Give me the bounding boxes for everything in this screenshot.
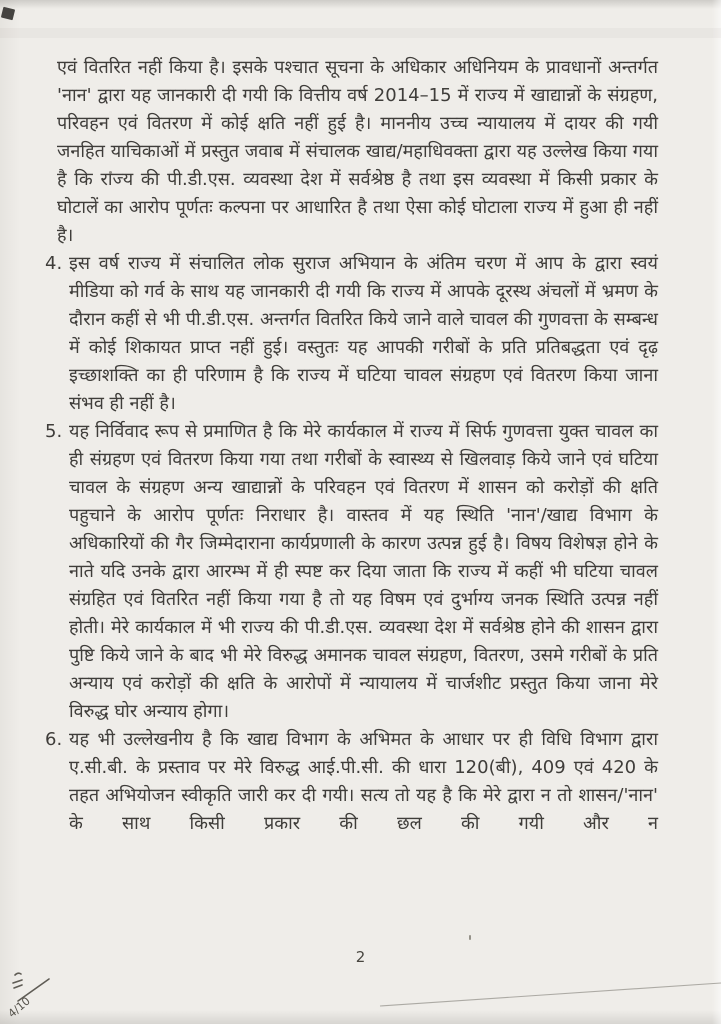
item-number-6: 6.: [45, 729, 63, 750]
scan-line-bottom: [380, 983, 721, 1006]
document-body: [45, 54, 658, 838]
handwritten-slash-stroke: [18, 979, 49, 1001]
item-text-4: इस वर्ष राज्य में संचालित लोक सुराज अभियान के अंतिम चरण में आप के द्वारा स्वयं मीडिया को गर्व के साथ यह जानकारी दी गयी कि राज्य में आपके दूरस्थ अंचलों में भ्रमण के दौरान कहीं से भी पी.डी.एस. अन्तर्गत वितरित किये जाने वाले चावल की गुणवत्ता के सम्बन्ध में कोई शिकायत प्राप्त नहीं हुई। वस्तुतः यह आपकी गरीबों के प्रति प्रतिबद्धता एवं दृढ़ इच्छाशक्ति का ही परिणाम है कि राज्य में घटिया चावल संग्रहण एवं वितरण किया जाना संभव ही नहीं है।: [69, 253, 658, 414]
scan-streak: [0, 28, 721, 38]
list-item-5: [45, 418, 658, 726]
item-text-6: यह भी उल्लेखनीय है कि खाद्य विभाग के अभिमत के आधार पर ही विधि विभाग द्वारा ए.सी.बी. के प्रस्ताव पर मेरे विरुद्ध आई.पी.सी. की धारा 120(बी), 409 एवं 420 के तहत अभियोजन स्वीकृति जारी कर दी गयी। सत्य तो यह है कि मेरे द्वारा न तो शासन/'नान' के साथ किसी प्रकार की छल की गयी और न: [69, 729, 658, 834]
item-text-5: यह निर्विवाद रूप से प्रमाणित है कि मेरे कार्यकाल में राज्य में सिर्फ गुणवत्ता युक्त चावल का ही संग्रहण एवं वितरण किया गया तथा गरीबों के स्वास्थ्य से खिलवाड़ किये जाने एवं घटिया चावल के संग्रहण अन्य खाद्यान्नों के परिवहन एवं वितरण में शासन को करोड़ों की क्षति पहुचाने के आरोप पूर्णतः निराधार है। वास्तव में यह स्थिति 'नान'/खाद्य विभाग के अधिकारियों की गैर जिम्मेदाराना कार्यप्रणाली के कारण उत्पन्न हुई है। विषय विशेषज्ञ होने के नाते यदि उनके द्वारा आरम्भ में ही स्पष्ट कर दिया जाता कि राज्य में कहीं भी घटिया चावल संग्रहित एवं वितरित नहीं किया गया है तो यह विषम एवं दुर्भाग्य जनक स्थिति उत्पन्न नहीं होती। मेरे कार्यकाल में भी राज्य की पी.डी.एस. व्यवस्था देश में सर्वश्रेष्ठ होने की शासन द्वारा पुष्टि किये जाने के बाद भी मेरे विरुद्ध अमानक चावल संग्रहण, वितरण, उसमे गरीबों के प्रति अन्याय एवं करोड़ों की क्षति के आरोपों में न्यायालय में चार्जशीट प्रस्तुत किया जाना मेरे विरुद्ध घोर अन्याय होगा।: [69, 421, 658, 722]
handwritten-initials: 4/10: [5, 994, 33, 1021]
paragraph-continuation: एवं वितरित नहीं किया है। इसके पश्चात सूचना के अधिकार अधिनियम के प्रावधानों अन्तर्गत 'नान' द्वारा यह जानकारी दी गयी कि वित्तीय वर्ष 2014–15 में राज्य में खाद्यान्नों के संग्रहण, परिवहन एवं वितरण में कोई क्षति नहीं हुई है। माननीय उच्च न्यायालय में दायर की गयी जनहित याचिकाओं में प्रस्तुत जवाब में संचालक खाद्य/महाधिवक्ता द्वारा यह उल्लेख किया गया है कि राज्य की पी.डी.एस. व्यवस्था देश में सर्वश्रेष्ठ है तथा इस व्यवस्था में किसी प्रकार के घोटालें का आरोप पूर्णतः कल्पना पर आधारित है तथा ऐसा कोई घोटाला राज्य में हुआ ही नहीं है।: [57, 57, 658, 246]
corner-staple-mark: [1, 7, 15, 21]
list-item-6: [45, 726, 658, 838]
handwritten-initial-stroke: [13, 973, 22, 988]
scan-speck: [469, 935, 471, 940]
list-item-4: [45, 250, 658, 418]
item-number-5: 5.: [45, 421, 63, 442]
page-number: 2: [355, 948, 366, 966]
item-number-4: 4.: [45, 253, 63, 274]
